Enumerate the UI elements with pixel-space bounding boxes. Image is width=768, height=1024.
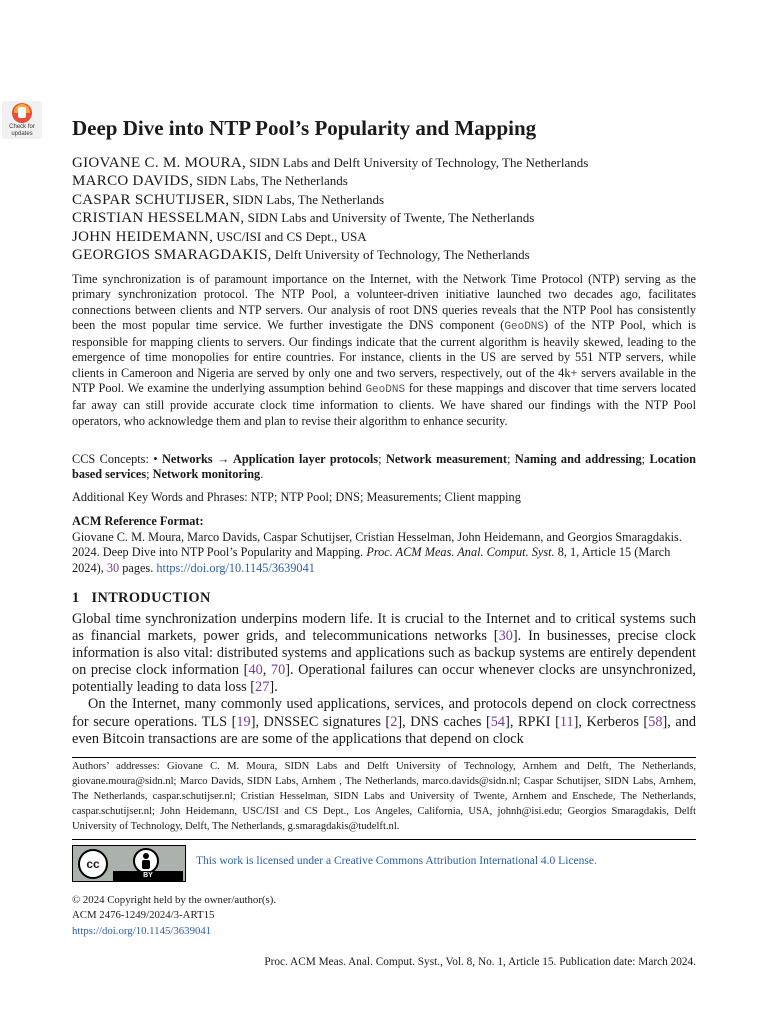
author-affiliation: SIDN Labs and Delft University of Technology, The Netherlands	[249, 155, 589, 170]
code-geodns: GeoDNS	[504, 320, 544, 333]
author-affiliation: SIDN Labs, The Netherlands	[232, 191, 385, 207]
text: ], DNSSEC signatures [	[250, 713, 391, 730]
cc-icon: cc	[78, 849, 108, 879]
by-label: BY	[113, 871, 183, 881]
check-for-updates-badge[interactable]	[2, 101, 42, 139]
author-entry	[72, 154, 712, 172]
reference-text: pages.	[122, 560, 154, 575]
badge-label: Check for updates	[9, 124, 35, 137]
abstract-text: Time synchronization is of paramount importance on the Internet, with the Network Time Protocol (NTP) serving as the primary synchronization protocol. The NTP Pool, a volunteer-driven initiative launched two decades ago, facilitates connections between clients and NTP servers. Our analysis of root DNS queries reveals that the NTP Pool has consistently been the most popular time service. We further investigate the DNS component (	[72, 272, 696, 332]
author-affiliation: SIDN Labs, The Netherlands	[196, 173, 348, 189]
author-name: MARCO DAVIDS,	[72, 173, 194, 190]
license-link[interactable]: This work is licensed under a Creative Commons Attribution International 4.0 License.	[196, 855, 597, 867]
author-entry	[72, 191, 712, 209]
section-title: INTRODUCTION	[91, 590, 211, 606]
author-entry	[72, 228, 712, 246]
separator: ;	[378, 452, 382, 466]
reference-text: 8, 1, Article 15 (March 2024),	[72, 545, 671, 575]
copyright-block	[72, 893, 276, 939]
author-entry	[72, 172, 712, 190]
paragraph	[72, 696, 696, 747]
author-entry	[72, 246, 712, 264]
citation-link[interactable]: 19	[236, 713, 251, 730]
abstract-text: for these mappings and discover that time servers located far away can still provide accurate clock time information to clients. We have shared our findings with the NTP Pool operators, who acknowledge them and plan to revise their algorithm to enhance security.	[72, 381, 696, 428]
author-name: CASPAR SCHUTIJSER,	[72, 191, 230, 208]
paragraph	[72, 611, 696, 696]
ccs-concept: Network monitoring	[152, 467, 261, 482]
citation-link[interactable]: 54	[490, 713, 506, 730]
author-affiliation: USC/ISI and CS Dept., USA	[216, 228, 367, 244]
author-name: CRISTIAN HESSELMAN,	[72, 210, 245, 227]
author-entry	[72, 209, 712, 227]
license-divider	[72, 839, 696, 840]
separator: .	[260, 467, 264, 482]
copyright-line: © 2024 Copyright held by the owner/author(s).	[72, 894, 277, 906]
citation-link[interactable]: 2	[390, 713, 398, 730]
pages-link[interactable]: 30	[106, 560, 120, 575]
abstract-text: ) of the NTP Pool, which is responsible for mapping clients to servers. Our findings indicate that the current algorithm is heavily skewed, leading to the emergence of time monopolies for entire countries. For instance, clients in the US are served by 551 NTP servers, while clients in Cameroon and Nigeria are served by only one and two servers, respectively, out of the 4k+ servers available in the NTP Pool. We examine the underlying assumption behind	[72, 317, 697, 396]
text: ,	[262, 662, 271, 679]
issn-line: ACM 2476-1249/2024/3-ART15	[72, 909, 215, 922]
check-updates-icon	[12, 103, 32, 123]
citation-link[interactable]: 70	[270, 662, 286, 679]
author-affiliation: SIDN Labs and University of Twente, The Netherlands	[247, 210, 535, 226]
ccs-label: CCS Concepts: •	[72, 452, 158, 466]
author-affiliation: Delft University of Technology, The Netherlands	[274, 246, 530, 262]
page-footer: Proc. ACM Meas. Anal. Comput. Syst., Vol. 8, No. 1, Article 15. Publication date: March 2024.	[264, 956, 696, 968]
text: ], DNS caches [	[397, 713, 491, 730]
text: ], RPKI [	[505, 713, 560, 730]
separator: ;	[506, 452, 511, 466]
author-name: GIOVANE C. M. MOURA,	[72, 155, 247, 171]
text: On the Internet, many commonly used applications, services, and protocols depend on clock correctness for secure operations. TLS [	[72, 696, 696, 730]
reference-journal: Proc. ACM Meas. Anal. Comput. Syst.	[366, 545, 555, 560]
footnote-divider	[72, 757, 696, 758]
ccs-concept: Location based services	[72, 452, 696, 482]
citation-link[interactable]: 40	[248, 662, 263, 679]
code-geodns: GeoDNS	[365, 384, 406, 397]
citation-link[interactable]: 30	[498, 628, 513, 645]
ccs-concept: Naming and addressing	[514, 452, 642, 466]
copyright-doi-link[interactable]: https://doi.org/10.1145/3639041	[72, 924, 212, 937]
text: ]. In businesses, precise clock information is also vital: distributed systems and applications such as backup systems are entirely dependent on precise clock information [	[72, 628, 696, 679]
reference-format	[72, 530, 696, 576]
text: ].	[269, 679, 278, 696]
author-list	[72, 154, 712, 264]
text: Global time synchronization underpins modern life. It is crucial to the Internet and to critical systems such as financial markets, power grids, and telecommunications networks [	[72, 611, 696, 645]
cc-by-logo[interactable]	[72, 845, 186, 882]
abstract	[72, 272, 696, 429]
section-heading	[72, 590, 211, 607]
separator: ;	[641, 452, 646, 466]
author-name: GEORGIOS SMARAGDAKIS,	[72, 246, 272, 263]
ccs-concept: Networks → Application layer protocols	[162, 452, 379, 466]
introduction-body	[72, 611, 696, 748]
ccs-concepts	[72, 452, 696, 483]
separator: ;	[146, 467, 150, 482]
keywords: Additional Key Words and Phrases: NTP; NTP Pool; DNS; Measurements; Client mapping	[72, 490, 521, 504]
citation-link[interactable]: 11	[559, 713, 574, 730]
authors-addresses: Authors’ addresses: Giovane C. M. Moura, SIDN Labs and Delft University of Technology, Arnhem and Delft, The Netherlands, giovane.moura@sidn.nl; Marco Davids, SIDN Labs, Arnhem , The Netherlands, marco.davids@sidn.nl; Caspar Schutijser, SIDN Labs, Arnhem, The Netherlands, caspar.schutijser.nl; Cristian Hesselman, SIDN Labs and University of Twente, Arnhem and Enschede, The Netherlands, caspar.schutijser.nl; John Heidemann, USC/ISI and CS Dept., Los Angeles, California, USA, johnh@isi.edu; Georgios Smaragdakis, Delft University of Technology, Delft, The Netherlands, g.smaragdakis@tudelft.nl.	[72, 761, 696, 833]
author-name: JOHN HEIDEMANN,	[72, 228, 214, 245]
text: ]. Operational failures can occur whenever clocks are unsynchronized, potentially leading to data loss [	[72, 662, 696, 696]
citation-link[interactable]: 27	[255, 679, 270, 696]
text: ], Kerberos [	[573, 713, 649, 730]
text: ], and even Bitcoin transactions are are some of the applications that depend on clock	[72, 713, 697, 747]
citation-link[interactable]: 58	[648, 713, 663, 730]
paper-title: Deep Dive into NTP Pool’s Popularity and Mapping	[72, 116, 537, 140]
doi-link[interactable]: https://doi.org/10.1145/3639041	[156, 560, 315, 575]
reference-text: Giovane C. M. Moura, Marco Davids, Caspar Schutijser, Cristian Hesselman, John Heidemann, and Georgios Smaragdakis. 2024. Deep Dive into NTP Pool’s Popularity and Mapping.	[72, 530, 682, 560]
ccs-concept: Network measurement	[385, 452, 507, 466]
section-number: 1	[72, 590, 80, 606]
reference-heading: ACM Reference Format:	[72, 514, 204, 528]
